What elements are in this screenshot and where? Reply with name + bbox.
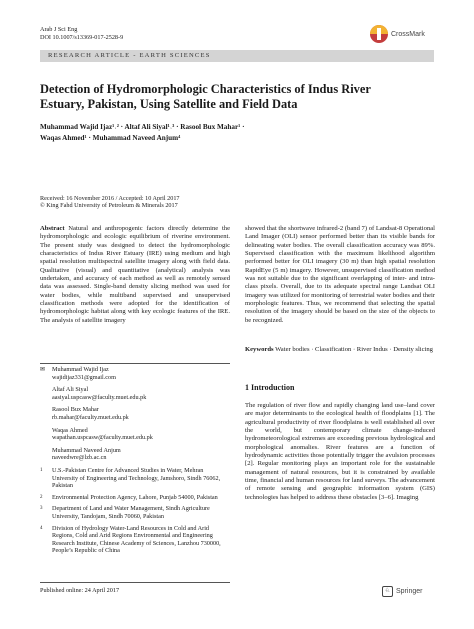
affiliation-item [40, 467, 230, 490]
keywords [245, 346, 435, 354]
publisher-name: Springer [396, 588, 423, 595]
affiliation-text: Environmental Protection Agency, Lahore, Punjab 54000, Pakistan [52, 493, 218, 501]
doi[interactable]: DOI 10.1007/s13369-017-2528-9 [40, 34, 124, 41]
crossmark-label: CrossMark [391, 30, 425, 38]
contact-email[interactable]: wapathan.uspcasw@faculty.muet.edu.pk [52, 434, 153, 442]
paper-title [40, 82, 434, 111]
affiliation-item [40, 505, 230, 520]
contact-email[interactable]: naveedwre@lzb.ac.cn [52, 454, 107, 462]
title-line-1: Detection of Hydromorphologic Characteristics of Indus River [40, 82, 371, 96]
contact-email[interactable]: wajidijaz331@gmail.com [52, 373, 116, 381]
keywords-label: Keywords [245, 346, 274, 353]
contact-item [52, 447, 230, 462]
contact-item [52, 386, 230, 401]
abstract-label: Abstract [40, 225, 65, 232]
received-dates: Received: 16 November 2016 / Accepted: 10 April 2017 [40, 195, 180, 202]
springer-horse-icon: ♘ [382, 586, 393, 597]
published-date: Published online: 24 April 2017 [40, 587, 120, 594]
author-contacts [40, 366, 230, 559]
copyright-line: © King Fahd University of Petroleum & Minerals 2017 [40, 202, 178, 209]
contact-name: Muhammad Naveed Anjum [52, 446, 121, 454]
crossmark-badge[interactable] [370, 25, 425, 43]
contact-name: Rasool Bux Mahar [52, 406, 99, 414]
crossmark-icon [370, 25, 388, 43]
introduction-text: The regulation of river flow and rapidly changing land use–land cover are major determinants to the ecological health of floodplains [1]. The agricultural productivity of river floodplains is well established all over the world, but contemporary climate change-induced hydrometeorological extremes are exceeding previous hydrological and morphological anomalies. River features are a function of hydrodynamic activities those potentially trigger the avulsion processes [2]. Regular monitoring plays an important role for the sustainable management of natural resources, but it is constrained by available time, financial and human resources for land surveys. The advancement of remote sensing and geographic information system (GIS) technologies has helped to address these obstacles [3–6]. Imaging [245, 402, 435, 501]
article-type-label: RESEARCH ARTICLE - EARTH SCIENCES [48, 52, 211, 59]
contact-name: Muhammad Wajid Ijaz [52, 366, 109, 373]
title-line-2: Estuary, Pakistan, Using Satellite and Field Data [40, 96, 298, 111]
authors-line-2: Waqas Ahmed¹ · Muhammad Naveed Anjum⁴ [40, 133, 181, 142]
affiliation-text: U.S.-Pakistan Centre for Advanced Studies in Water, Mehran University of Engineering and Technology, Jamshoro, Sindh 76062, Pakistan [52, 466, 221, 490]
affiliation-text: Division of Hydrology Water-Land Resources in Cold and Arid Regions, Cold and Arid Regions Environmental and Engineering Research Institute, Chinese Academy of Sciences, Lanzhou 730000, People’s Republic of China [52, 524, 221, 555]
affiliation-text: Department of Land and Water Management, Sindh Agriculture University, Tandojam, Sindh 70060, Pakistan [52, 505, 210, 520]
abstract [40, 225, 230, 325]
contact-email[interactable]: rb.mahar@faculty.muet.edu.pk [52, 413, 129, 421]
authors-line-1: Muhammad Wajid Ijaz¹˒² · Altaf Ali Siyal¹˒³ · Rasool Bux Mahar¹ · [40, 123, 245, 131]
contact-email[interactable]: aasiyal.uspcasw@faculty.muet.edu.pk [52, 393, 147, 401]
author-list [40, 122, 434, 143]
affiliation-number: 4 [40, 525, 43, 531]
publisher-logo [382, 586, 422, 597]
keywords-text: Water bodies · Classification · River Indus · Density slicing [275, 346, 433, 353]
envelope-icon: ✉ [40, 366, 46, 373]
journal-name: Arab J Sci Eng [40, 26, 78, 33]
affiliation-divider [40, 363, 230, 364]
contact-name: Waqas Ahmed [52, 426, 88, 434]
article-type-band [40, 50, 434, 62]
abstract-continued: showed that the shortwave infrared-2 (band 7) of Landsat-8 Operational Land Imager (OLI) sensor performed better than its visible bands for delineating water bodies. The overall classification accuracy was 89%. Supervised classification with the maximum likelihood algorithm performed better for OLI imagery (30 m) than high spatial resolution RapidEye (5 m) imagery. However, unsupervised classification method was not suitable due to the significant overlapping of inter- and intra-class pixels. Overall, due to its adequate spectral range Landsat OLI imagery was utilized for monitoring of terrestrial water bodies and their morphologic features. Thus, we recommend that selecting the spatial resolution of the imagery should be based on the size of the objects to be recognized. [245, 225, 435, 324]
affiliation-item [40, 525, 230, 555]
footer-divider [40, 582, 230, 583]
affiliation-number: 3 [40, 506, 43, 512]
contact-item [40, 366, 230, 381]
contact-name: Altaf Ali Siyal [52, 386, 89, 394]
contact-item [52, 427, 230, 442]
section-heading-introduction: 1 Introduction [245, 383, 295, 392]
contact-item [52, 406, 230, 421]
affiliation-number: 1 [40, 467, 43, 473]
affiliation-item [40, 494, 230, 502]
affiliation-number: 2 [40, 494, 43, 500]
abstract-text: Natural and anthropogenic factors directly determine the hydromorphologic and ecologic equilibrium of riverine environment. The present study was designed to detect the hydromorphologic characteristics of Indus River Estuary (IRE) using medium and high spatial resolution multispectral satellite imagery along with field data. Qualitative (visual) and quantitative (analytical) analysis was undertaken, and accuracy of each method as well as remotely sensed data was assessed. Single-band density slicing method was used for water bodies, while multiband supervised and unsupervised classification methods were adopted for the identification of hydromorphologic habitat along with key ecologic features of the IRE. The analysis of satellite imagery [40, 225, 230, 324]
